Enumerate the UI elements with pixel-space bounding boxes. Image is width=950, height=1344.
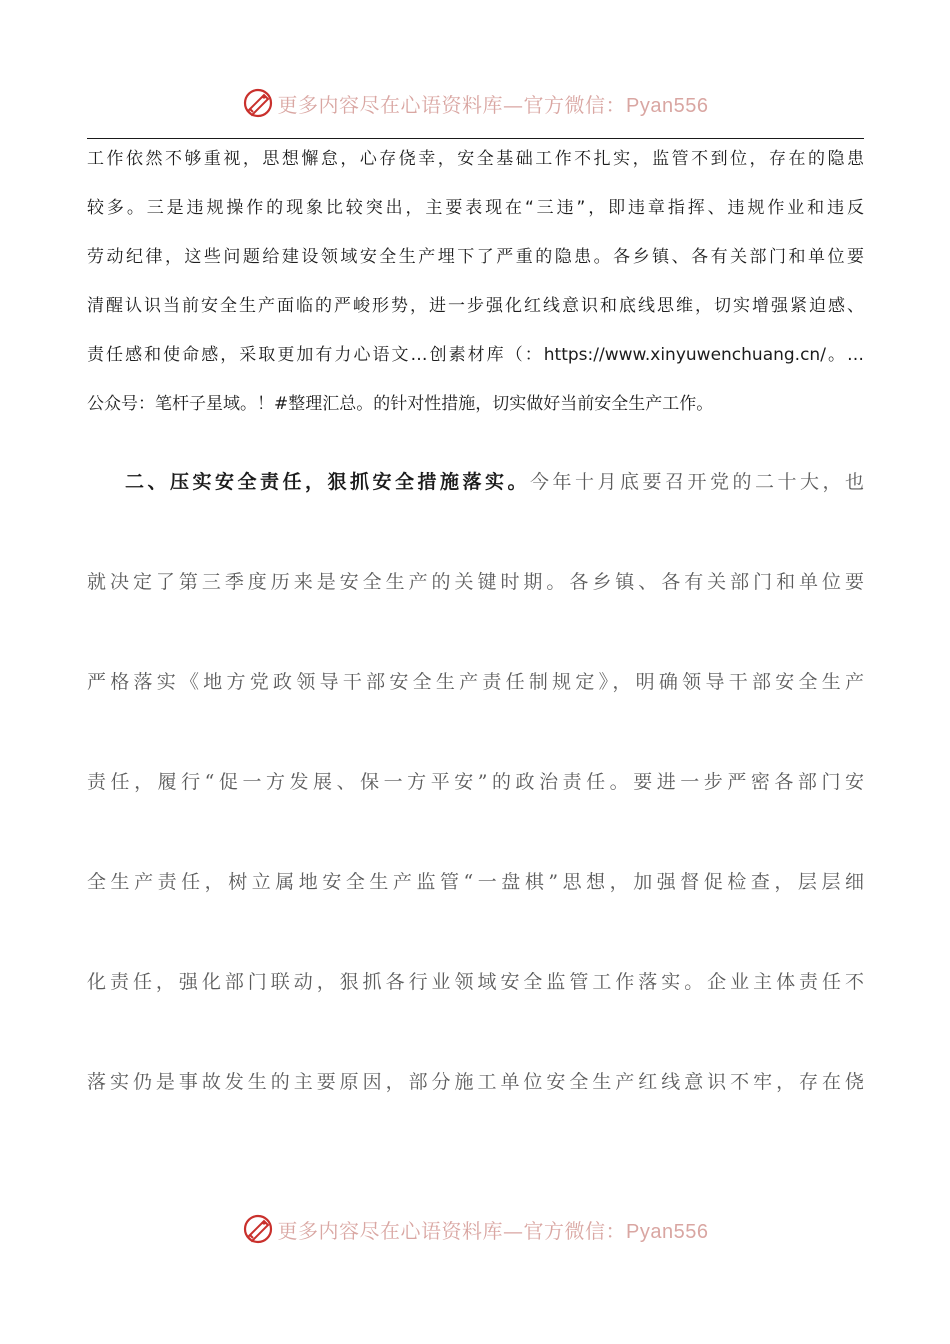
footer-banner-cn: 更多内容尽在心语资料库—官方微信： [277, 1218, 627, 1243]
section-first-line-text: 今年十月底要召开党的二十大，也 [529, 471, 864, 493]
paragraph-continued [87, 146, 864, 440]
text-line: 化责任，强化部门联动，狠抓各行业领域安全监管工作落实。企业主体责任不 [87, 971, 864, 993]
header-banner [0, 83, 950, 123]
pen-nib-logo-icon [242, 87, 274, 119]
pen-nib-logo-icon [242, 1213, 274, 1245]
text-line: 全生产责任，树立属地安全生产监管“一盘棋”思想，加强督促检查，层层细 [87, 871, 864, 893]
footer-banner-text [278, 1215, 709, 1244]
text-line: 责任，履行“促一方发展、保一方平安”的政治责任。要进一步严密各部门安 [87, 771, 864, 793]
header-banner-id: Pyan556 [626, 94, 709, 117]
section-heading: 二、压实安全责任，狠抓安全措施落实。 [125, 471, 530, 493]
header-banner-text [278, 89, 709, 118]
header-banner-cn: 更多内容尽在心语资料库—官方微信： [277, 92, 627, 117]
section-first-line [87, 465, 864, 565]
text-line: 工作依然不够重视，思想懈怠，心存侥幸，安全基础工作不扎实，监管不到位，存在的隐患 [87, 149, 864, 169]
text-line: 清醒认识当前安全生产面临的严峻形势，进一步强化红线意识和底线思维，切实增强紧迫感、 [87, 296, 864, 316]
text-line: 较多。三是违规操作的现象比较突出，主要表现在“三违”，即违章指挥、违规作业和违反 [87, 198, 864, 218]
section-two [87, 465, 864, 1165]
footer-banner-id: Pyan556 [626, 1220, 709, 1243]
text-line: 劳动纪律，这些问题给建设领域安全生产埋下了严重的隐患。各乡镇、各有关部门和单位要 [87, 247, 864, 267]
header-divider [87, 138, 864, 139]
text-line: 落实仍是事故发生的主要原因，部分施工单位安全生产红线意识不牢，存在侥 [87, 1071, 864, 1093]
text-line: 责任感和使命感，采取更加有力心语文…创素材库（：https://www.xinyuwenchuang.cn/。… [87, 345, 864, 365]
text-line: 公众号：笔杆子星域。！#整理汇总。的针对性措施，切实做好当前安全生产工作。 [87, 394, 714, 414]
text-line: 就决定了第三季度历来是安全生产的关键时期。各乡镇、各有关部门和单位要 [87, 571, 864, 593]
text-line: 严格落实《地方党政领导干部安全生产责任制规定》，明确领导干部安全生产 [87, 671, 864, 693]
footer-banner [0, 1209, 950, 1249]
